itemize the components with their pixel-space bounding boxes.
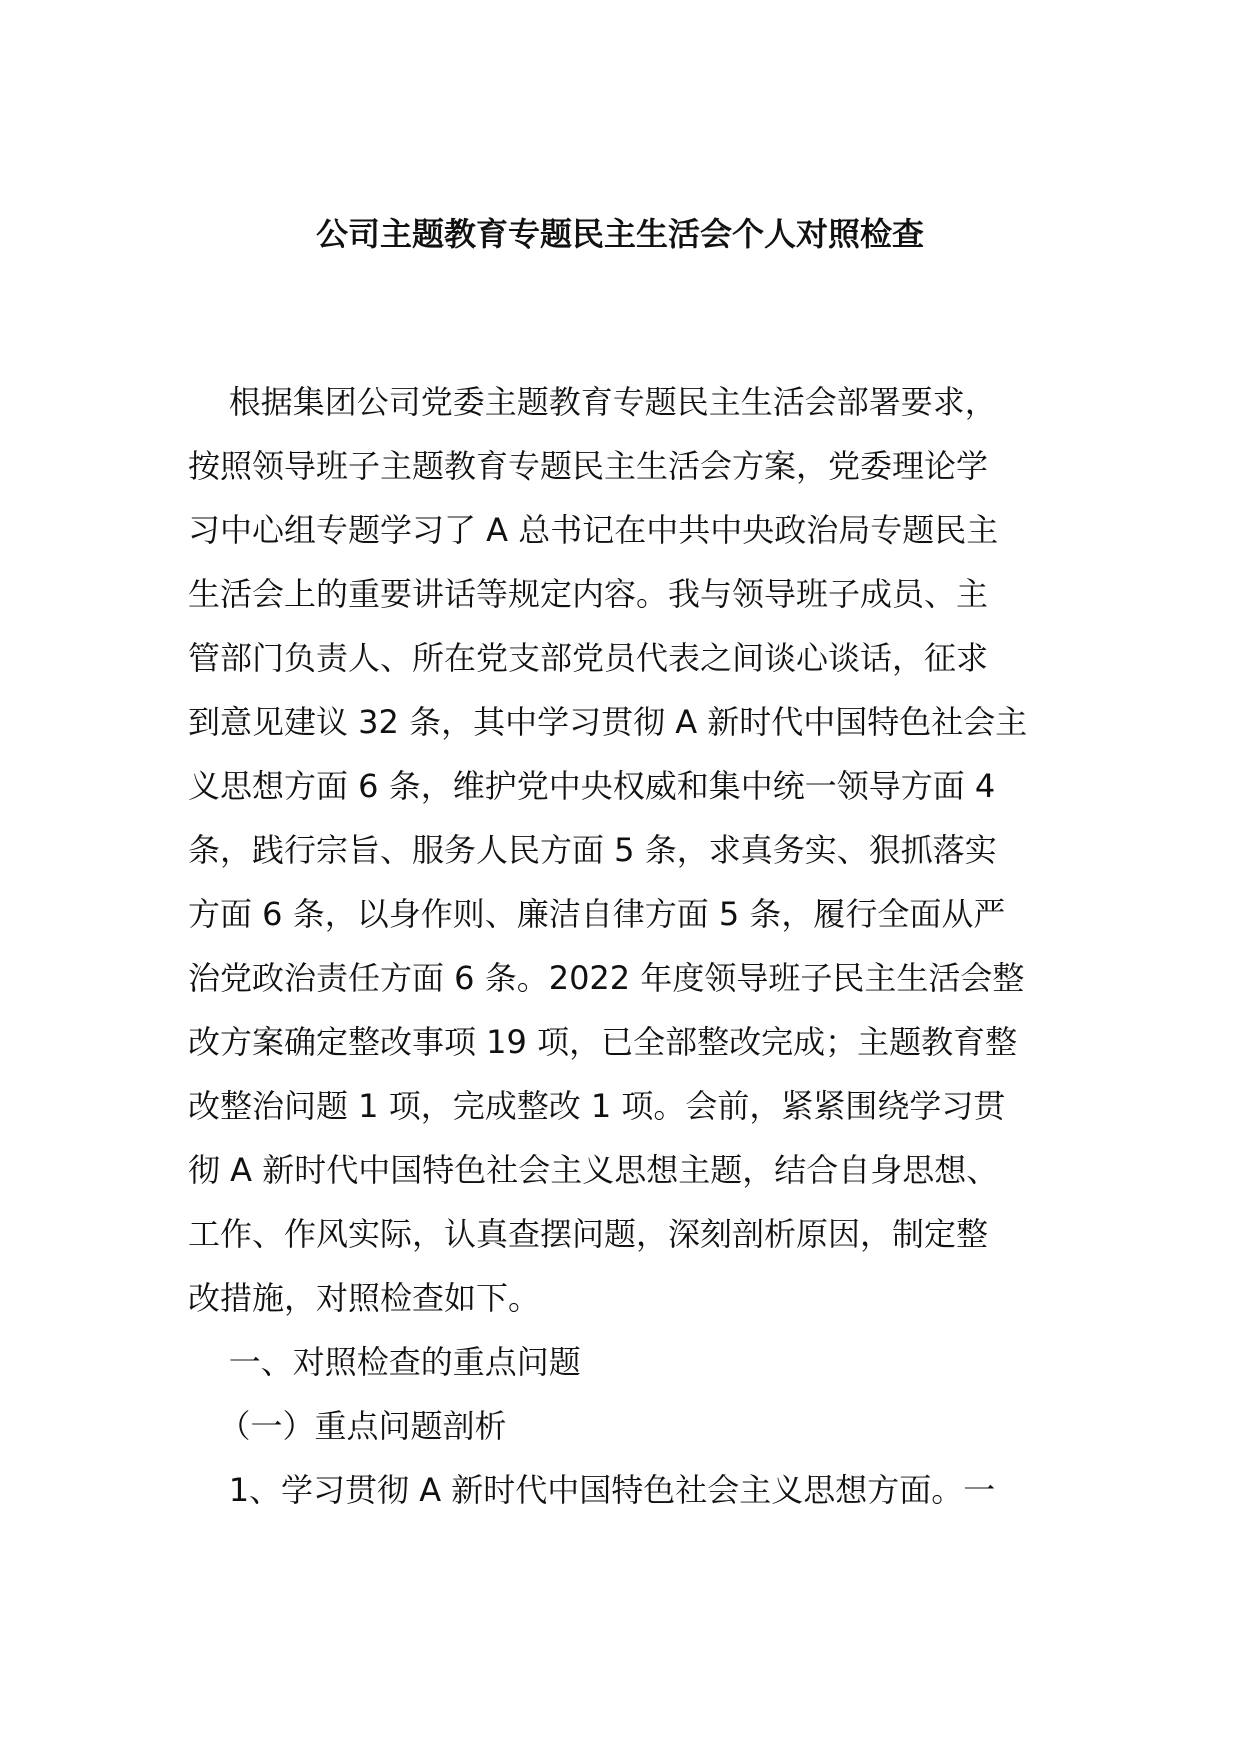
paragraph-line: 条，践行宗旨、服务人民方面 5 条，求真务实、狠抓落实	[188, 831, 997, 869]
paragraph-line: 工作、作风实际，认真查摆问题，深刻剖析原因，制定整	[188, 1215, 989, 1253]
paragraph-line: 管部门负责人、所在党支部党员代表之间谈心谈话，征求	[188, 639, 989, 677]
paragraph-line: 义思想方面 6 条，维护党中央权威和集中统一领导方面 4	[188, 767, 996, 805]
subsection-heading: （一）重点问题剖析	[188, 1407, 507, 1445]
paragraph-line: 习中心组专题学习了 A 总书记在中共中央政治局专题民主	[188, 511, 999, 549]
paragraph-line: 改整治问题 1 项，完成整改 1 项。会前，紧紧围绕学习贯	[188, 1087, 1006, 1125]
paragraph-line: 治党政治责任方面 6 条。2022 年度领导班子民主生活会整	[188, 959, 1025, 997]
section-heading: 一、对照检查的重点问题	[188, 1343, 581, 1381]
paragraph-line: 到意见建议 32 条，其中学习贯彻 A 新时代中国特色社会主	[188, 703, 1028, 741]
paragraph-line: 根据集团公司党委主题教育专题民主生活会部署要求，	[188, 383, 997, 421]
paragraph-line: 1、学习贯彻 A 新时代中国特色社会主义思想方面。一	[188, 1471, 996, 1509]
paragraph-line: 生活会上的重要讲话等规定内容。我与领导班子成员、主	[188, 575, 989, 613]
paragraph-line: 改措施，对照检查如下。	[188, 1279, 541, 1317]
document-title: 公司主题教育专题民主生活会个人对照检查	[315, 215, 924, 253]
paragraph-line: 按照领导班子主题教育专题民主生活会方案，党委理论学	[188, 447, 989, 485]
paragraph-line: 彻 A 新时代中国特色社会主义思想主题，结合自身思想、	[188, 1151, 999, 1189]
paragraph-line: 方面 6 条，以身作则、廉洁自律方面 5 条，履行全面从严	[188, 895, 1006, 933]
paragraph-line: 改方案确定整改事项 19 项，已全部整改完成；主题教育整	[188, 1023, 1018, 1061]
